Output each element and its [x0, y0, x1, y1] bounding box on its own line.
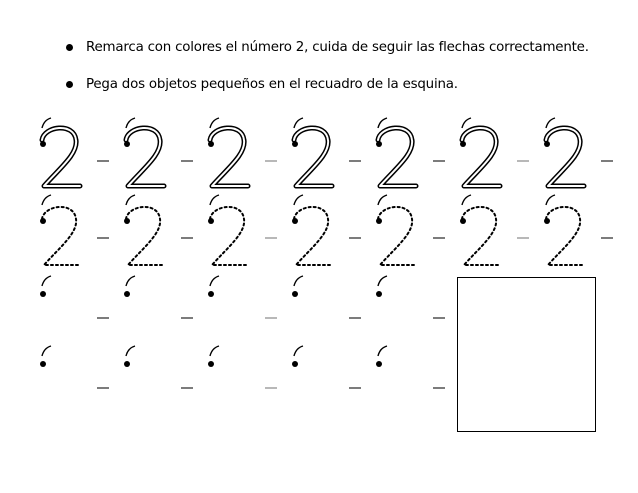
start-dot-icon	[124, 141, 130, 147]
start-dot-icon	[460, 218, 466, 224]
start-dot-icon	[40, 291, 46, 297]
start-dot-icon	[544, 141, 550, 147]
start-dot-icon	[40, 361, 46, 367]
start-arrow-icon	[294, 195, 303, 205]
start-dot-icon	[376, 141, 382, 147]
start-dot-icon	[544, 218, 550, 224]
digit-two-solid-inner	[546, 128, 584, 186]
start-arrow-icon	[294, 346, 303, 356]
start-dot-icon	[292, 218, 298, 224]
start-arrow-icon	[546, 195, 555, 205]
start-dot-icon	[124, 218, 130, 224]
start-dot-icon	[208, 141, 214, 147]
start-dot-icon	[460, 141, 466, 147]
start-arrow-icon	[546, 118, 555, 128]
start-dot-icon	[40, 218, 46, 224]
start-arrow-icon	[210, 276, 219, 286]
digit-two-solid-inner	[210, 128, 248, 186]
start-arrow-icon	[378, 276, 387, 286]
start-dot-icon	[292, 361, 298, 367]
digit-two-dotted	[378, 207, 416, 265]
start-dot-icon	[208, 361, 214, 367]
digit-two-dotted	[126, 207, 164, 265]
digit-two-solid-inner	[378, 128, 416, 186]
digit-two-dotted	[210, 207, 248, 265]
digit-two-solid-inner	[294, 128, 332, 186]
digit-two-dotted	[462, 207, 500, 265]
start-arrow-icon	[210, 195, 219, 205]
start-arrow-icon	[42, 346, 51, 356]
start-arrow-icon	[126, 276, 135, 286]
start-arrow-icon	[462, 195, 471, 205]
instruction-text: Pega dos objetos pequeños en el recuadro de la esquina.	[86, 77, 458, 92]
start-arrow-icon	[294, 118, 303, 128]
paste-objects-box[interactable]	[457, 277, 596, 432]
start-arrow-icon	[378, 118, 387, 128]
start-dot-icon	[376, 291, 382, 297]
digit-two-solid-inner	[42, 128, 80, 186]
start-arrow-icon	[126, 195, 135, 205]
start-dot-icon	[124, 361, 130, 367]
digit-two-dotted	[294, 207, 332, 265]
start-arrow-icon	[42, 118, 51, 128]
digit-two-dotted	[546, 207, 584, 265]
digit-two-dotted	[42, 207, 80, 265]
start-dot-icon	[124, 291, 130, 297]
start-arrow-icon	[462, 118, 471, 128]
instruction-text: Remarca con colores el número 2, cuida de seguir las flechas correctamente.	[86, 40, 589, 55]
start-arrow-icon	[42, 276, 51, 286]
start-arrow-icon	[126, 118, 135, 128]
start-arrow-icon	[126, 346, 135, 356]
start-arrow-icon	[210, 346, 219, 356]
start-arrow-icon	[210, 118, 219, 128]
start-arrow-icon	[294, 276, 303, 286]
start-dot-icon	[208, 218, 214, 224]
start-arrow-icon	[378, 346, 387, 356]
start-dot-icon	[40, 141, 46, 147]
digit-two-solid-inner	[462, 128, 500, 186]
start-dot-icon	[292, 291, 298, 297]
start-arrow-icon	[42, 195, 51, 205]
start-arrow-icon	[378, 195, 387, 205]
digit-two-solid-inner	[126, 128, 164, 186]
start-dot-icon	[292, 141, 298, 147]
start-dot-icon	[376, 361, 382, 367]
start-dot-icon	[208, 291, 214, 297]
start-dot-icon	[376, 218, 382, 224]
